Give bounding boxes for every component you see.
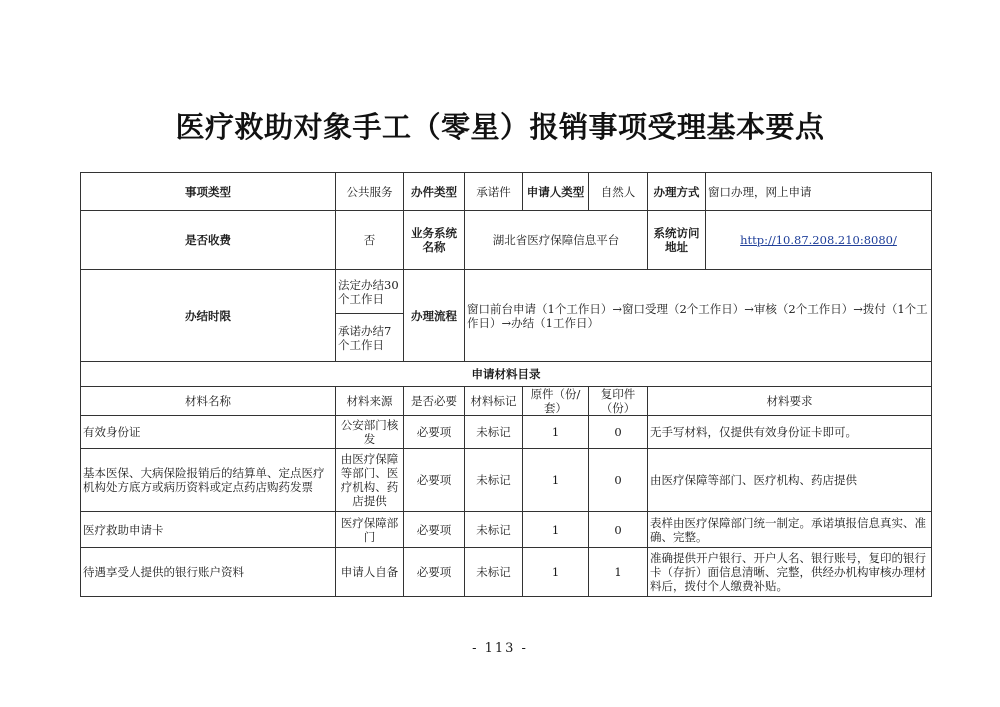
material-copy: 0 <box>589 416 648 449</box>
header-requirement: 材料要求 <box>648 387 932 416</box>
fee-label: 是否收费 <box>81 211 336 270</box>
material-required: 必要项 <box>404 548 465 597</box>
materials-section-row <box>81 362 932 387</box>
material-copy: 0 <box>589 449 648 512</box>
material-original: 1 <box>523 449 589 512</box>
table-row <box>81 548 932 597</box>
item-type-value: 公共服务 <box>336 173 404 211</box>
header-material-source: 材料来源 <box>336 387 404 416</box>
info-row-fee <box>81 211 932 270</box>
material-name: 基本医保、大病保险报销后的结算单、定点医疗机构处方底方或病历资料或定点药店购药发票 <box>81 449 336 512</box>
page-title: 医疗救助对象手工（零星）报销事项受理基本要点 <box>175 110 825 144</box>
material-mark: 未标记 <box>465 512 523 548</box>
handle-method-value: 窗口办理，网上申请 <box>706 173 932 211</box>
promised-limit-value: 承诺办结7个工作日 <box>336 314 404 362</box>
material-required: 必要项 <box>404 416 465 449</box>
material-original: 1 <box>523 416 589 449</box>
process-value: 窗口前台申请（1个工作日）→窗口受理（2个工作日）→审核（2个工作日）→拨付（1个工作日）→办结（1工作日） <box>465 270 932 362</box>
requirements-table <box>80 172 932 597</box>
info-row-limit-1 <box>81 270 932 314</box>
material-mark: 未标记 <box>465 449 523 512</box>
material-mark: 未标记 <box>465 416 523 449</box>
material-name: 待遇享受人提供的银行账户资料 <box>81 548 336 597</box>
process-label: 办理流程 <box>404 270 465 362</box>
table-row <box>81 416 932 449</box>
material-requirement: 由医疗保障等部门、医疗机构、药店提供 <box>648 449 932 512</box>
header-mark: 材料标记 <box>465 387 523 416</box>
material-source: 医疗保障部门 <box>336 512 404 548</box>
info-row-type <box>81 173 932 211</box>
handle-method-label: 办理方式 <box>648 173 706 211</box>
material-source: 申请人自备 <box>336 548 404 597</box>
material-requirement: 无手写材料，仅提供有效身份证卡即可。 <box>648 416 932 449</box>
material-source: 由医疗保障等部门、医疗机构、药店提供 <box>336 449 404 512</box>
material-required: 必要项 <box>404 512 465 548</box>
material-requirement: 准确提供开户银行、开户人名、银行账号，复印的银行卡（存折）面信息清晰、完整，供经办机构审核办理材料后，拨付个人缴费补贴。 <box>648 548 932 597</box>
table-row <box>81 449 932 512</box>
applicant-type-value: 自然人 <box>589 173 648 211</box>
material-mark: 未标记 <box>465 548 523 597</box>
handle-type-value: 承诺件 <box>465 173 523 211</box>
item-type-label: 事项类型 <box>81 173 336 211</box>
material-requirement: 表样由医疗保障部门统一制定。承诺填报信息真实、准确、完整。 <box>648 512 932 548</box>
fee-value: 否 <box>336 211 404 270</box>
system-url-link[interactable]: http://10.87.208.210:8080/ <box>740 233 897 247</box>
system-name-label: 业务系统名称 <box>404 211 465 270</box>
legal-limit-value: 法定办结30个工作日 <box>336 270 404 314</box>
system-url-cell <box>706 211 932 270</box>
applicant-type-label: 申请人类型 <box>523 173 589 211</box>
time-limit-label: 办结时限 <box>81 270 336 362</box>
material-source: 公安部门核发 <box>336 416 404 449</box>
material-original: 1 <box>523 512 589 548</box>
material-copy: 1 <box>589 548 648 597</box>
materials-header-row <box>81 387 932 416</box>
material-copy: 0 <box>589 512 648 548</box>
material-name: 有效身份证 <box>81 416 336 449</box>
header-copy: 复印件（份） <box>589 387 648 416</box>
header-required: 是否必要 <box>404 387 465 416</box>
system-url-label: 系统访问地址 <box>648 211 706 270</box>
table-row <box>81 512 932 548</box>
header-material-name: 材料名称 <box>81 387 336 416</box>
system-name-value: 湖北省医疗保障信息平台 <box>465 211 648 270</box>
handle-type-label: 办件类型 <box>404 173 465 211</box>
material-name: 医疗救助申请卡 <box>81 512 336 548</box>
header-original: 原件（份/套） <box>523 387 589 416</box>
page-number: - 113 - <box>472 641 528 656</box>
material-required: 必要项 <box>404 449 465 512</box>
materials-section-title: 申请材料目录 <box>81 362 932 387</box>
material-original: 1 <box>523 548 589 597</box>
